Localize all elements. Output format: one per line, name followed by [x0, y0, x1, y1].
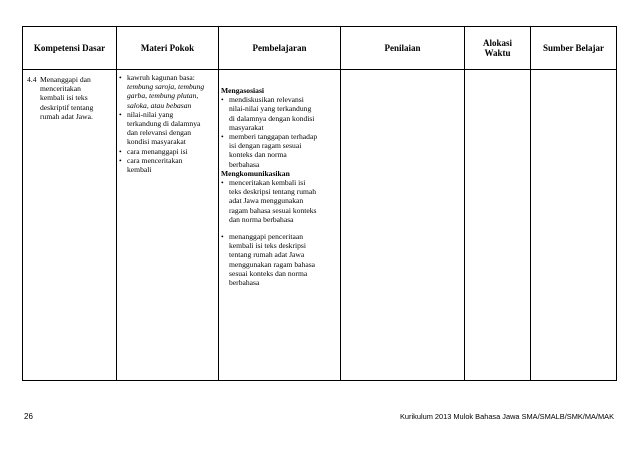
materi-line: dan relevansi dengan — [127, 128, 192, 138]
materi-line: • kawruh kagunan basa: — [127, 73, 195, 82]
cell-penilaian — [341, 70, 465, 381]
cell-pembelajaran — [219, 70, 341, 381]
pembelajaran-line: kembali isi teks deskripsi — [229, 241, 306, 251]
pembelajaran-line: adat Jawa menggunakan — [229, 196, 304, 206]
pembelajaran-line: sesuai konteks dan norma — [229, 268, 308, 278]
section-list — [221, 178, 338, 224]
list-item — [221, 95, 338, 132]
pembelajaran-line: • mendiskusikan relevansi — [229, 95, 304, 105]
table-row — [23, 70, 617, 381]
pembelajaran-line: konteks dan norma — [229, 150, 287, 160]
cell-alokasi-waktu — [465, 70, 531, 381]
header-sumber-belajar: Sumber Belajar — [531, 27, 617, 70]
materi-line: kembali — [127, 165, 152, 175]
materi-line: kondisi masyarakat — [127, 137, 186, 147]
materi-line: • cara menceritakan — [127, 155, 183, 165]
pembelajaran-section-mengasosiasi — [219, 70, 340, 169]
kompetensi-text — [40, 75, 113, 121]
kompetensi-line: Menanggapi dan — [40, 75, 91, 84]
header-kompetensi-dasar: Kompetensi Dasar — [23, 27, 117, 70]
list-item — [119, 156, 216, 174]
header-alokasi-line1: Alokasi — [482, 38, 512, 48]
cell-kompetensi — [23, 70, 117, 381]
header-materi-pokok: Materi Pokok — [117, 27, 219, 70]
pembelajaran-line: isi dengan ragam sesuai — [229, 141, 302, 151]
materi-line-italic: tembung saroja, tembung — [127, 82, 205, 92]
header-alokasi-waktu — [465, 27, 531, 70]
section-title: Mengkomunikasikan — [221, 168, 290, 178]
list-item — [221, 178, 338, 224]
materi-line: • nilai-nilai yang — [127, 109, 174, 119]
pembelajaran-line: ragam bahasa sesuai konteks — [229, 205, 317, 215]
pembelajaran-line: • menceritakan kembali isi — [229, 178, 306, 188]
pembelajaran-line: nilai-nilai yang terkandung — [229, 104, 312, 114]
pembelajaran-line: • memberi tanggapan terhadap — [229, 132, 318, 142]
section-list — [221, 95, 338, 169]
curriculum-table — [22, 26, 617, 381]
header-pembelajaran: Pembelajaran — [219, 27, 341, 70]
cell-sumber-belajar — [531, 70, 617, 381]
materi-line: terkandung di dalamnya — [127, 119, 201, 129]
pembelajaran-line: • menanggapi penceritaan — [229, 232, 304, 242]
pembelajaran-line: berbahasa — [229, 278, 260, 288]
pembelajaran-line: teks deskripsi tentang rumah — [229, 187, 317, 197]
kompetensi-line: deskriptif tentang — [40, 102, 94, 112]
pembelajaran-line: tentang rumah adat Jawa — [229, 250, 305, 260]
materi-line-italic: garba, tembung plutan, — [127, 91, 199, 101]
header-row — [23, 27, 617, 70]
kompetensi-number: 4.4 — [27, 75, 37, 84]
list-item — [221, 232, 338, 287]
list-item — [119, 110, 216, 147]
list-item — [119, 73, 216, 110]
pembelajaran-line: di dalamnya dengan kondisi — [229, 113, 315, 123]
kompetensi-line: rumah adat Jawa. — [40, 111, 93, 121]
section-title: Mengasosiasi — [221, 86, 265, 95]
pembelajaran-section-mengkomunikasikan — [219, 169, 340, 287]
pembelajaran-line: masyarakat — [229, 122, 264, 132]
page-number: 26 — [24, 412, 33, 421]
list-item — [221, 132, 338, 169]
kompetensi-line: kembali isi teks — [40, 93, 88, 103]
pembelajaran-line: menggunakan ragam bahasa — [229, 259, 316, 269]
footer-title: Kurikulum 2013 Mulok Bahasa Jawa SMA/SMALB/SMK/MA/MAK — [400, 412, 614, 421]
materi-line: • cara menanggapi isi — [127, 146, 188, 156]
list-item — [119, 147, 216, 156]
kompetensi-line: menceritakan — [40, 84, 81, 94]
materi-list — [117, 70, 218, 174]
materi-line-italic: saloka, atau bebasan — [127, 100, 192, 110]
header-alokasi-line2: Waktu — [484, 48, 511, 58]
header-penilaian: Penilaian — [341, 27, 465, 70]
pembelajaran-line: dan norma berbahasa — [229, 214, 294, 224]
cell-materi — [117, 70, 219, 381]
section-list — [221, 232, 338, 287]
pembelajaran-line: berbahasa — [229, 159, 260, 169]
